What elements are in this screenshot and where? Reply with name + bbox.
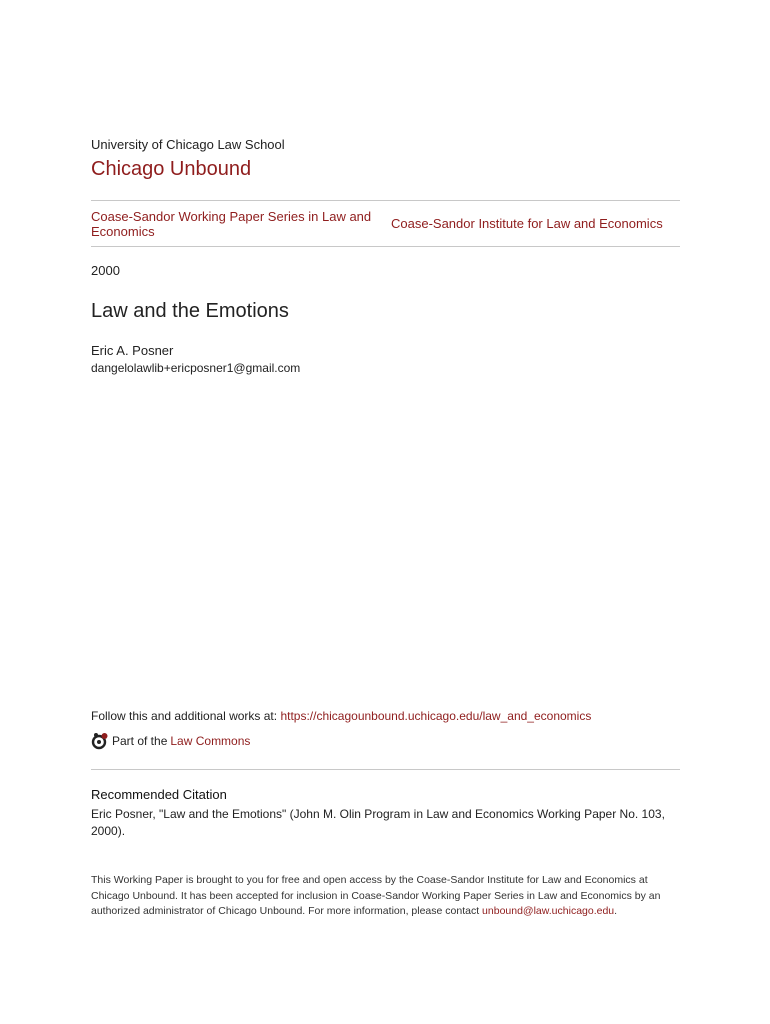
- institute-link[interactable]: Coase-Sandor Institute for Law and Economics: [391, 216, 663, 231]
- notice-end: .: [614, 905, 618, 917]
- divider: [91, 769, 680, 770]
- publication-year: 2000: [91, 263, 120, 278]
- citation-heading: Recommended Citation: [91, 787, 227, 802]
- author-email: dangelolawlib+ericposner1@gmail.com: [91, 361, 301, 375]
- part-of-label: Part of the: [112, 734, 168, 748]
- institution-name: University of Chicago Law School: [91, 137, 285, 152]
- law-commons-link[interactable]: Law Commons: [170, 734, 251, 748]
- collection-url-link[interactable]: https://chicagounbound.uchicago.edu/law_and_economics: [280, 709, 592, 723]
- network-icon: [91, 732, 109, 750]
- notice-text: This Working Paper is brought to you for free and open access by the Coase-Sandor Institute for Law and Economics at Chicago Unbound. It has been accepted for inclusion in Coase-Sandor Working Paper Series in Law and Economics by an authorized administrator of Chicago Unbound. For more information, please contact: [91, 874, 661, 917]
- author-name: Eric A. Posner: [91, 343, 174, 358]
- paper-title: Law and the Emotions: [91, 300, 289, 322]
- access-notice: [91, 873, 680, 920]
- repository-link[interactable]: Chicago Unbound: [91, 158, 252, 180]
- contact-email-link[interactable]: unbound@law.uchicago.edu: [482, 905, 615, 917]
- citation-text: Eric Posner, "Law and the Emotions" (John M. Olin Program in Law and Economics Working Paper No. 103, 2000).: [91, 807, 665, 838]
- part-of-line: [91, 732, 250, 750]
- divider: [91, 200, 680, 201]
- follow-line: [91, 709, 591, 723]
- series-link[interactable]: Coase-Sandor Working Paper Series in Law and Economics: [91, 209, 372, 239]
- follow-label: Follow this and additional works at:: [91, 709, 281, 723]
- divider: [91, 246, 680, 247]
